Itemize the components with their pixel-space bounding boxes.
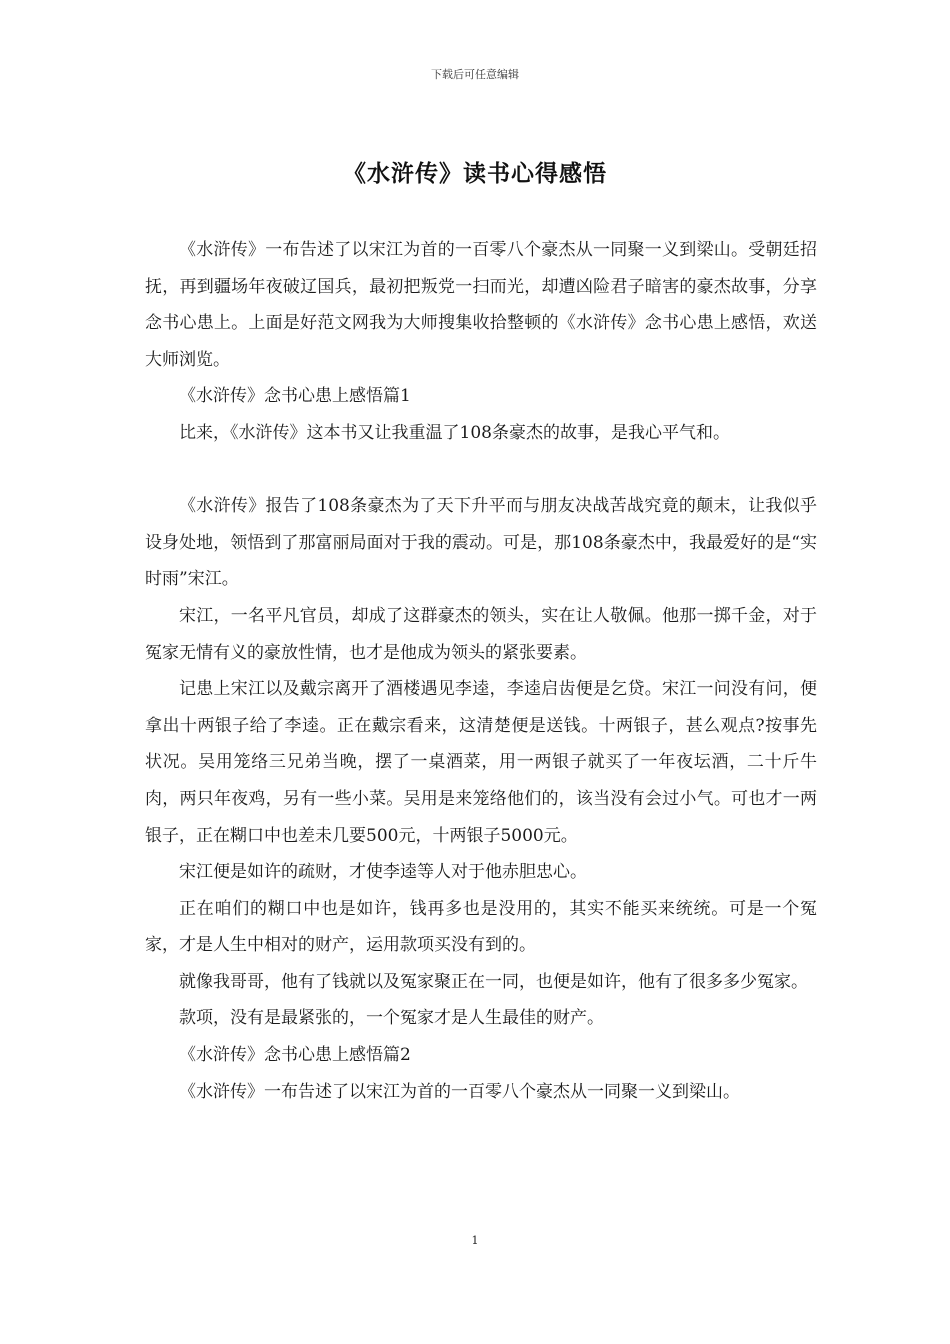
- section-heading-1: 《水浒传》念书心患上感悟篇1: [179, 386, 411, 407]
- paragraph: 就像我哥哥，他有了钱就以及冤家聚正在一同，也便是如许，他有了很多多少冤家。: [179, 971, 808, 992]
- paragraph: 记患上宋江以及戴宗离开了酒楼遇见李逵，李逵启齿便是乞贷。宋江一问没有问，便拿出十两银子给了李逵。正在戴宗看来，这清楚便是送钱。十两银子，甚么观点?按事先状况。吴用笼络三兄弟当晚，摆了一桌酒菜，用一两银子就买了一年夜坛酒，二十斤牛肉，两只年夜鸡，另有一些小菜。吴用是来笼络他们的，该当没有会过小气。可也才一两银子，正在糊口中也差未几要500元，十两银子5000元。: [145, 679, 817, 846]
- page-number: 1: [471, 1234, 479, 1247]
- paragraph: 宋江，一名平凡官员，却成了这群豪杰的领头，实在让人敬佩。他那一掷千金，对于冤家无情有义的豪放性情，也才是他成为领头的紧张要素。: [145, 605, 817, 663]
- paragraph: 《水浒传》报告了108条豪杰为了天下升平而与朋友决战苦战究竟的颠末，让我似乎设身处地，领悟到了那富丽局面对于我的震动。可是，那108条豪杰中，我最爱好的是“实时雨”宋江。: [145, 496, 817, 590]
- paragraph: 宋江便是如许的疏财，才使李逵等人对于他赤胆忠心。: [179, 862, 587, 883]
- document-title: 《水浒传》读书心得感悟: [343, 160, 607, 187]
- header-note: 下载后可任意编辑: [431, 68, 519, 81]
- section-heading-2: 《水浒传》念书心患上感悟篇2: [179, 1045, 411, 1066]
- paragraph-intro: 《水浒传》一布告述了以宋江为首的一百零八个豪杰从一同聚一义到梁山。受朝廷招抚，再到疆场年夜破辽国兵，最初把叛党一扫而光，却遭凶险君子暗害的豪杰故事，分享念书心患上。上面是好范文网我为大师搜集收拾整顿的《水浒传》念书心患上感悟，欢送大师浏览。: [145, 240, 817, 370]
- paragraph: 比来，《水浒传》这本书又让我重温了108条豪杰的故事，是我心平气和。: [179, 422, 730, 443]
- paragraph: 正在咱们的糊口中也是如许，钱再多也是没用的，其实不能买来统统。可是一个冤家，才是人生中相对的财产，运用款项买没有到的。: [145, 898, 817, 956]
- paragraph: 款项，没有是最紧张的，一个冤家才是人生最佳的财产。: [179, 1008, 604, 1029]
- paragraph: 《水浒传》一布告述了以宋江为首的一百零八个豪杰从一同聚一义到梁山。: [179, 1081, 740, 1102]
- document-body: [145, 232, 817, 1110]
